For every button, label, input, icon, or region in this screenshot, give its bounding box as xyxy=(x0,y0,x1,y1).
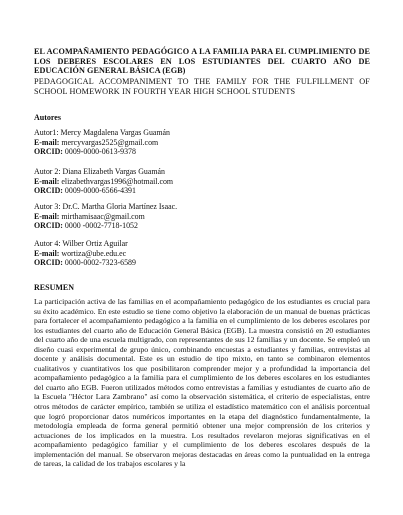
email-label: E-mail: xyxy=(34,176,60,186)
orcid-label: ORCID: xyxy=(34,186,63,196)
author-orcid: 0000-0002-7323-6589 xyxy=(64,258,136,268)
email-label: E-mail: xyxy=(34,211,60,221)
author-orcid: 0000 -0002-7718-1052 xyxy=(64,221,138,231)
author-orcid-line xyxy=(34,221,370,231)
author-email-line xyxy=(34,138,370,148)
author-block xyxy=(34,202,370,231)
author-block xyxy=(34,239,370,268)
author-orcid: 0009-0000-0613-9378 xyxy=(64,147,136,157)
authors-heading: Autores xyxy=(34,113,61,122)
author-email-line xyxy=(34,249,370,259)
orcid-label: ORCID: xyxy=(34,147,63,157)
author-email-line xyxy=(34,177,370,187)
author-orcid-line xyxy=(34,258,370,268)
author-name: Autor 4: Wilber Ortiz Aguilar xyxy=(34,239,128,248)
author-email: mercyvargas2525@gmail.com xyxy=(61,137,159,147)
author-email: mirthamisaac@gmail.com xyxy=(61,211,145,221)
author-email: wortiza@ube.edu.ec xyxy=(61,248,127,258)
author-orcid: 0009-0000-6566-4391 xyxy=(64,186,136,196)
author-email-line xyxy=(34,212,370,222)
orcid-label: ORCID: xyxy=(34,258,63,268)
abstract-heading: RESUMEN xyxy=(34,283,75,292)
email-label: E-mail: xyxy=(34,248,60,258)
title-english: PEDAGOGICAL ACCOMPANIMENT TO THE FAMILY FOR THE FULFILLMENT OF SCHOOL HOMEWORK IN FOURTH YEAR HIGH SCHOOL STUDENTS xyxy=(34,77,370,96)
author-name: Autor 3: Dr.C. Martha Gloria Martínez Isaac. xyxy=(34,202,178,211)
title-spanish: EL ACOMPAÑAMIENTO PEDAGÓGICO A LA FAMILIA PARA EL CUMPLIMIENTO DE LOS DEBERES ESCOLARES EN LOS ESTUDIANTES DEL CUARTO AÑO DE EDUCACIÓN GENERAL BÁSICA (EGB) xyxy=(34,47,370,76)
author-name: Autor1: Mercy Magdalena Vargas Guamán xyxy=(34,128,171,137)
author-block xyxy=(34,167,370,196)
author-orcid-line xyxy=(34,147,370,157)
email-label: E-mail: xyxy=(34,137,60,147)
author-email: elizabethvargas1996@hotmail.com xyxy=(61,176,174,186)
author-block xyxy=(34,128,370,157)
abstract-text: La participación activa de las familias en el acompañamiento pedagógico de los estudiantes es crucial para su éxito académico. En este estudio se tiene como objetivo la elaboración de un manual de buenas prácticas para fortalecer el acompañamiento pedagógico a la familia en el cumplimiento de los deberes escolares por los estudiantes del cuarto año de Educación General Básica (EGB). La muestra consistió en 20 estudiantes del cuarto año de una escuela multigrado, con representantes de sus 12 familias y un docente. Se empleó un diseño cuasi experimental de grupo único, combinando encuestas a estudiantes y familias, entrevistas al docente y análisis documental. Este es un estudio de tipo mixto, en tanto se combinaron elementos cualitativos y cuantitativos los que posibilitaron comprender mejor y a profundidad la importancia del acompañamiento pedagógico a la familia para el cumplimiento de los deberes escolares en los estudiantes del cuarto año EGB. Fueron utilizados métodos como entrevistas a familias y estudiantes de cuarto año de la Escuela "Héctor Lara Zambrano" así como la observación sistemática, el criterio de especialistas, entre otros métodos de carácter empírico, también se utiliza el estadístico matemático con el análisis porcentual que logró proporcionar datos numéricos importantes en la etapa del diagnóstico fundamentalmente, la metodología empleada de forma general permitió obtener una mejor comprensión de los criterios y actuaciones de los implicados en la muestra. Los resultados revelaron mejoras significativas en el acompañamiento pedagógico familiar y el cumplimiento de los deberes escolares después de la implementación del manual. Se observaron mejoras destacadas en áreas como la puntualidad en la entrega de tareas, la calidad de los trabajos escolares y la xyxy=(34,297,370,469)
author-orcid-line xyxy=(34,186,370,196)
orcid-label: ORCID: xyxy=(34,221,63,231)
author-name: Autor 2: Diana Elizabeth Vargas Guamán xyxy=(34,167,165,176)
